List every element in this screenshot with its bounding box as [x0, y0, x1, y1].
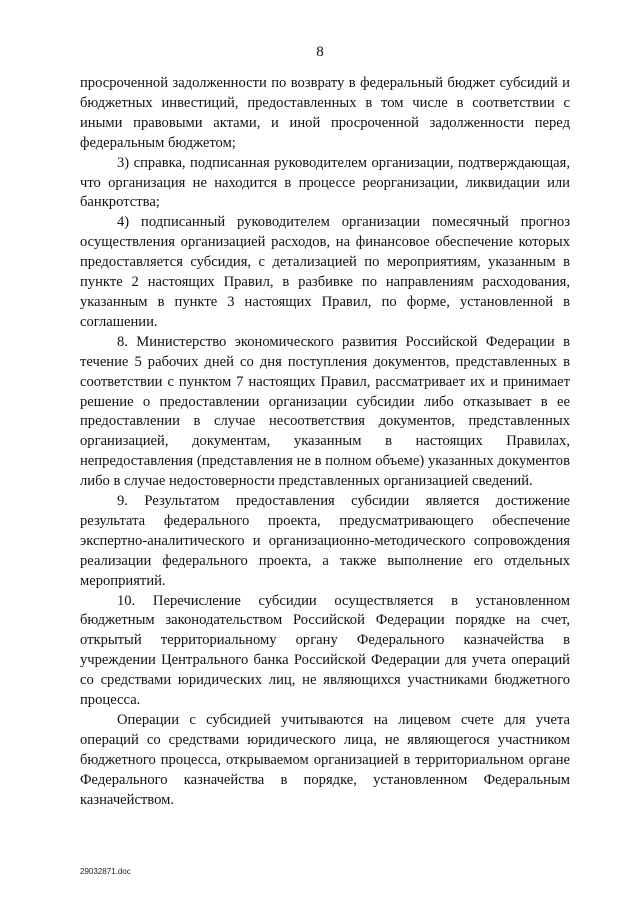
paragraph-operations: Операции с субсидией учитываются на лицевом счете для учета операций со средствами юридического лица, не являющегося участником бюджетного процесса, открываемом организацией в территориальном органе Федерального казначейства в порядке, установленном Федеральным казначейством.: [80, 712, 570, 808]
paragraph-item-4: 4) подписанный руководителем организации помесячный прогноз осуществления организацией расходов, на финансовое обеспечение которых предоставляется субсидия, с детализацией по мероприятиям, указанным в пункте 2 настоящих Правил, в разбивке по направлениям расходования, указанным в пункте 3 настоящих Правил, по форме, установленной в соглашении.: [80, 214, 570, 330]
paragraph-item-3: 3) справка, подписанная руководителем организации, подтверждающая, что организация не находится в процессе реорганизации, ликвидации или банкротства;: [80, 154, 570, 211]
footer-file-reference: 29032871.doc: [80, 867, 131, 876]
paragraph-section-8: 8. Министерство экономического развития Российской Федерации в течение 5 рабочих дней со дня поступления документов, представленных в соответствии с пунктом 7 настоящих Правил, рассматривает их и принимает решение о предоставлении организации субсидии либо отказывает в ее предоставлении в случае несоответствия документов, представленных организацией, документам, указанным в настоящих Правилах, непредоставления (представления не в полном объеме) указанных документов либо в случае недостоверности представленных организацией сведений.: [80, 333, 570, 490]
paragraph-section-9: 9. Результатом предоставления субсидии является достижение результата федерального проекта, предусматривающего обеспечение экспертно-аналитического и организационно-методического сопровождения реализации федерального проекта, а также выполнение его отдельных мероприятий.: [80, 493, 570, 589]
document-body: [80, 74, 570, 811]
paragraph-continuation: просроченной задолженности по возврату в федеральный бюджет субсидий и бюджетных инвестиций, предоставленных в том числе в соответствии с иными правовыми актами, и иной просроченной задолженности перед федеральным бюджетом;: [80, 75, 570, 151]
paragraph-section-10: 10. Перечисление субсидии осуществляется в установленном бюджетным законодательством Российской Федерации порядке на счет, открытый территориальному органу Федерального казначейства в учреждении Центрального банка Российской Федерации для учета операций со средствами юридических лиц, не являющихся участниками бюджетного процесса.: [80, 592, 570, 709]
page-number: 8: [316, 44, 324, 60]
